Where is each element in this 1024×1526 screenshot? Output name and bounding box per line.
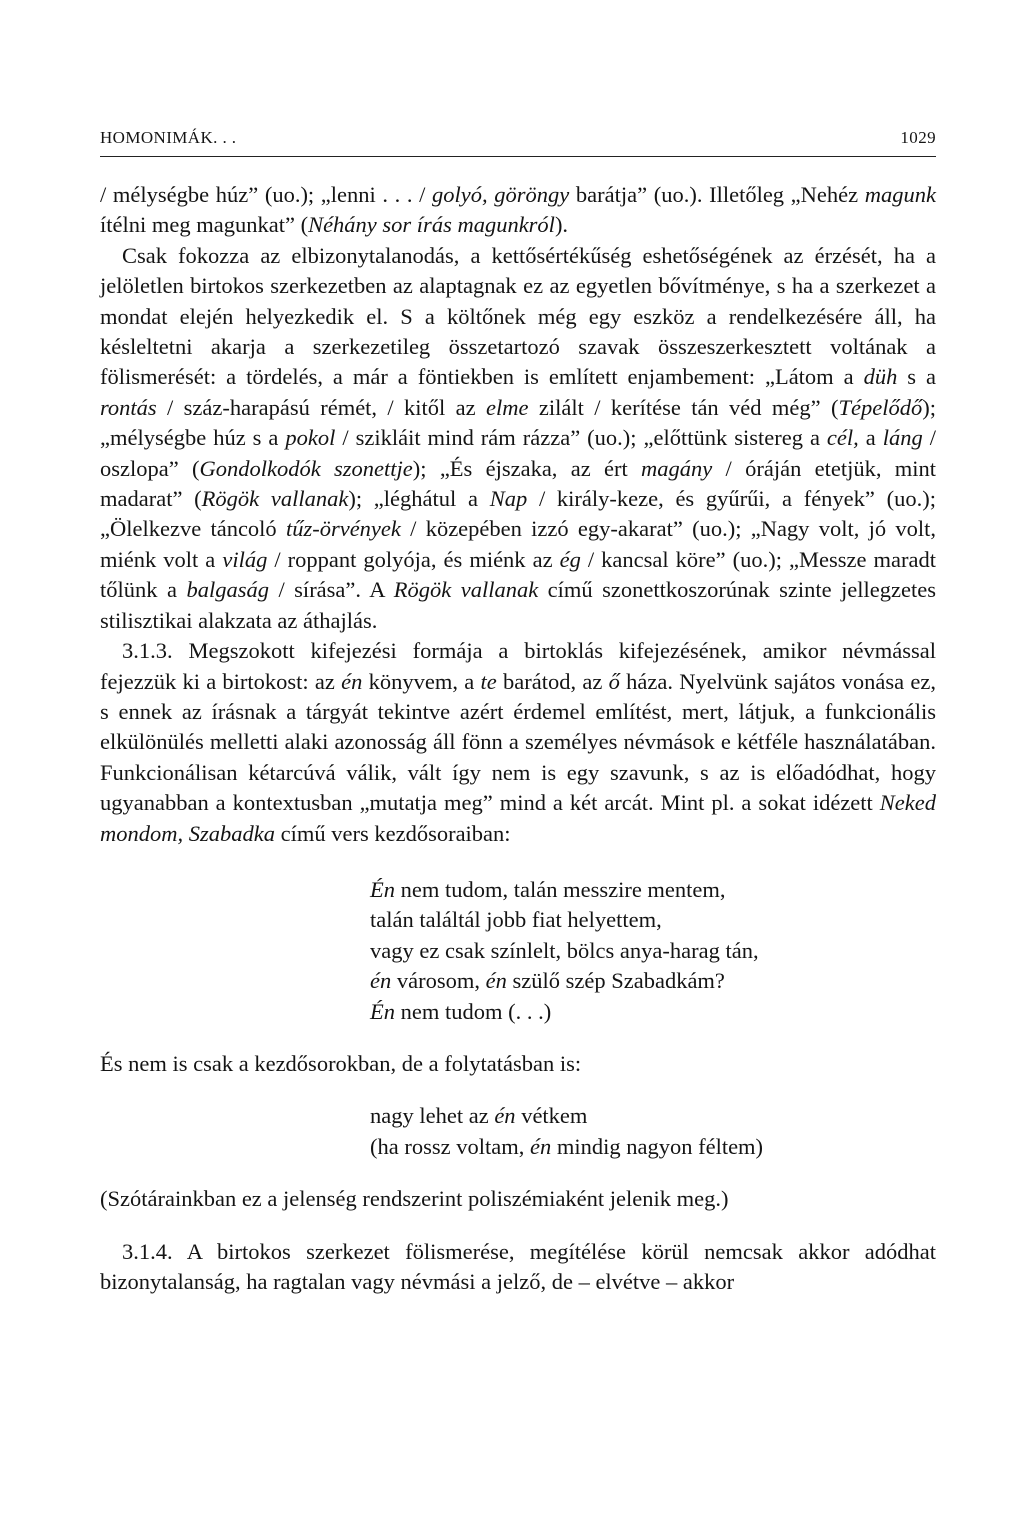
italic-run: magunk <box>864 182 937 207</box>
text-run: (ha rossz voltam, <box>370 1133 530 1159</box>
italic-run: Tépelődő <box>838 394 923 420</box>
italic-run: balgaság <box>186 577 269 603</box>
italic-run: golyó, göröngy <box>432 182 570 207</box>
running-title: HOMONIMÁK. . . <box>100 128 237 147</box>
text-run: / kancsal köre” (uo.); „Messze maradt tőlünk a <box>100 546 936 603</box>
text-run: barátja” (uo.). Illetőleg „Nehéz <box>569 182 865 207</box>
text-run: / mélységbe húz” (uo.); „lenni . . . / <box>100 182 433 207</box>
text-run: háza. Nyelvünk sajátos vonása ez, s ennek az írásnak a tárgyát tekintve azért érdemel említést, mert, látjuk, a funkcionális elkülönülés melletti alaki azonosság áll fönn a személyes névmások e kétféle használatában. Funkcionálisan kétarcúvá válik, vált így nem is egy szavunk, s az is előadódhat, hogy ugyanabban a kontextusban „mutatja meg” mind a két arcát. Mint pl. a sokat idézett <box>100 668 937 816</box>
running-header <box>100 128 936 157</box>
verse-line <box>370 905 936 935</box>
text-run: / óráján etetjük, mint madarat” ( <box>100 455 937 512</box>
paragraph-enjambement <box>100 241 936 636</box>
text-run: könyvem, a <box>362 668 481 694</box>
italic-run: én <box>529 1133 552 1159</box>
paragraph-continuation <box>100 180 936 241</box>
text-run: városom, <box>391 968 486 994</box>
italic-run: Neked mondom, Szabadka <box>100 790 936 846</box>
text-run: ítélni meg magunkat” ( <box>100 212 309 238</box>
italic-run: tűz-örvények <box>285 516 401 542</box>
text-run: 3.1.3. Megszokott kifejezési formája a birtoklás kifejezésének, amikor névmással fejezzük ki a birtokost: az <box>100 638 936 694</box>
text-run: talán találtál jobb fiat helyettem, <box>370 907 662 933</box>
text-run: című szonettkoszorúnak szinte jellegzetes stilisztikai alakzata az áthajlás. <box>100 577 936 633</box>
text-run: nem tudom, talán messzire mentem, <box>395 876 726 902</box>
italic-run: Rögök vallanak <box>201 486 349 512</box>
verse-line <box>370 875 936 905</box>
verse-line <box>370 1132 936 1162</box>
text-run: vagy ez csak színlelt, bölcs anya-harag tán, <box>370 937 759 963</box>
text-run: / oszlopa” ( <box>100 425 937 481</box>
text-run: ). <box>554 212 569 238</box>
text-run: ); „És éjszaka, az ért <box>412 455 642 481</box>
paragraph-continuation-2: És nem is csak a kezdősorokban, de a folytatásban is: <box>100 1050 582 1076</box>
text-run: a <box>858 425 883 451</box>
italic-run: én <box>341 668 363 694</box>
italic-run: te <box>480 668 497 694</box>
text-run: nem tudom (. . .) <box>395 998 552 1024</box>
italic-run: láng <box>882 425 923 451</box>
text-run: barátod, az <box>496 668 609 694</box>
verse-line <box>370 936 936 966</box>
italic-run: magány <box>641 455 713 481</box>
paragraph-parenthetical: (Szótárainkban ez a jelenség rendszerint poliszémiaként jelenik meg.) <box>100 1186 729 1212</box>
italic-run: Rögök vallanak <box>393 577 539 603</box>
paragraph-3-1-3 <box>100 636 936 849</box>
page-body <box>100 180 936 1297</box>
text-run: ); „mélységbe húz s a <box>100 394 936 451</box>
paragraph-3-1-4: 3.1.4. A birtokos szerkezet fölismerése, megítélése körül nemcsak akkor adódhat bizonytalanság, ha ragtalan vagy névmási a jelző, de – elvétve – akkor <box>100 1238 936 1294</box>
italic-run: Én <box>370 998 395 1024</box>
text-run: zilált / kerítése tán véd még” ( <box>528 394 839 420</box>
verse-line <box>370 997 936 1027</box>
text-run: / szikláit mind rám rázza” (uo.); „előttünk sistereg a <box>335 425 827 451</box>
page-number: 1029 <box>900 128 936 147</box>
text-run: nagy lehet az <box>370 1103 495 1129</box>
verse-line <box>370 966 936 996</box>
text-run: mindig nagyon féltem) <box>551 1133 764 1159</box>
text-run: / száz-harapású rémét, / kitől az <box>156 394 487 420</box>
italic-run: düh <box>863 364 898 390</box>
italic-run: Nap <box>489 486 528 512</box>
italic-run: én <box>370 968 392 994</box>
italic-run: cél, <box>826 425 859 451</box>
italic-run: pokol <box>285 425 336 451</box>
italic-run: én <box>485 968 507 994</box>
verse-quote-1 <box>370 875 936 1027</box>
text-run: / sírása”. A <box>268 577 394 603</box>
italic-run: rontás <box>100 394 157 420</box>
text-run: / közepében izzó egy-akarat” (uo.); „Nagy volt, jó volt, miénk volt a <box>100 516 936 572</box>
text-run: Csak fokozza az elbizonytalanodás, a kettősértékűség eshetőségének az érzését, ha a jelöletlen birtokos szerkezetben az alaptagnak ez az egyetlen bővítménye, s ha a szerkezet a mondat elején helyezkedik el. S a költőnek még egy eszköz a rendelkezésére áll, ha késleltetni akarja a szerkezetileg összetartozó szavak összeszerkesztett voltának a fölismerését: a tördelés, a már a föntiekben is említett enjambement: „Látom a <box>100 242 936 390</box>
text-run: / király-keze, és gyűrűi, a fények” (uo.); „Ölelkezve táncoló <box>100 486 936 542</box>
italic-run: Néhány sor írás magunkról <box>308 212 555 238</box>
text-run: s a <box>897 364 936 390</box>
text-run: szülő szép Szabadkám? <box>506 968 725 994</box>
italic-run: Én <box>370 876 395 902</box>
verse-line <box>370 1101 936 1131</box>
text-run: / roppant golyója, és miénk az <box>267 546 560 572</box>
italic-run: én <box>494 1103 516 1129</box>
text-run: ); „léghátul a <box>348 486 490 512</box>
italic-run: világ <box>222 546 268 572</box>
italic-run: ég <box>559 546 581 572</box>
italic-run: elme <box>486 394 529 420</box>
text-run: című vers kezdősoraiban: <box>275 820 511 846</box>
italic-run: Gondolkodók szonettje <box>199 455 413 481</box>
text-run: vétkem <box>515 1103 588 1129</box>
verse-quote-2 <box>370 1101 936 1162</box>
italic-run: ő <box>608 668 620 694</box>
